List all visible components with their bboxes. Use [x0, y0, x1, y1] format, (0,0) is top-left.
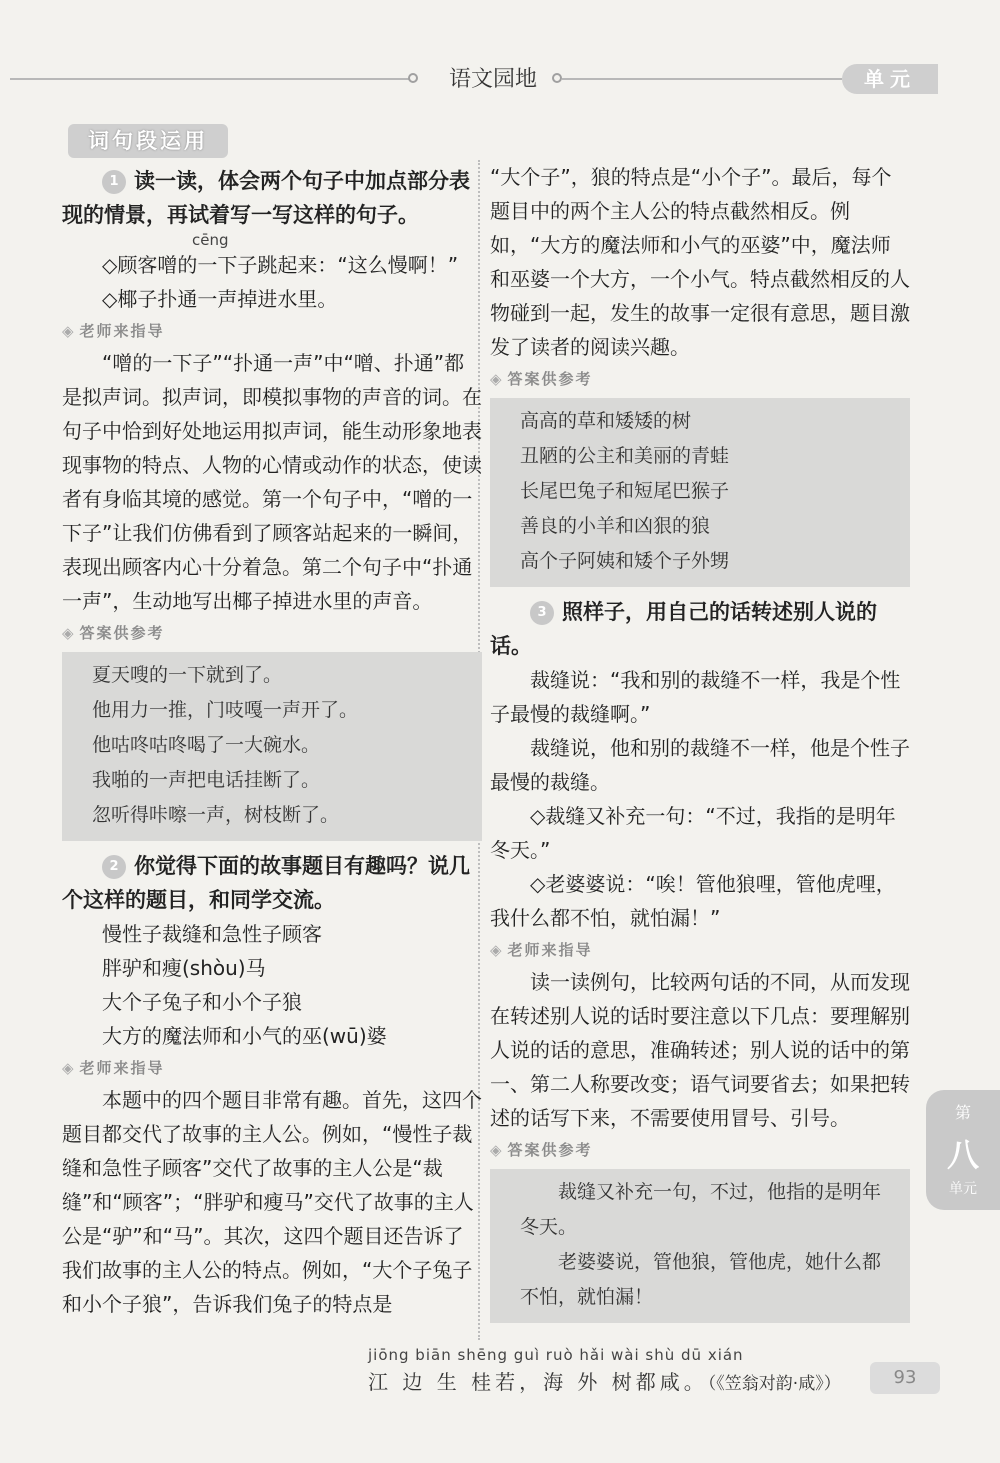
teacher-guide-label: ◈ 老师来指导 — [62, 322, 165, 340]
question-3 — [490, 595, 910, 663]
question-number-icon: 3 — [530, 601, 554, 625]
teacher-guide-label: ◈ 老师来指导 — [62, 1059, 165, 1077]
diamond-icon: ◈ — [490, 370, 504, 388]
header-rule-left — [10, 78, 410, 80]
example-sentence-2: ◇椰子扑通一声掉进水里。 — [102, 287, 338, 311]
answer-label: ◈ 答案供参考 — [490, 1141, 593, 1159]
footer-couplet — [368, 1366, 841, 1395]
answer-box-2 — [490, 398, 910, 587]
side-tab-top: 第 — [954, 1103, 971, 1122]
diamond-icon: ◈ — [490, 1141, 504, 1159]
unit-tab: 单元 — [842, 64, 938, 94]
header-rule-right — [562, 78, 842, 80]
question-1-text: 读一读，体会两个句子中加点部分表现的情景，再试着写一写这样的句子。 — [62, 169, 470, 227]
example-quote: 裁缝说：“我和别的裁缝不一样，我是个性子最慢的裁缝啊。” — [490, 668, 901, 726]
right-column — [490, 160, 910, 1331]
answer-label: ◈ 答案供参考 — [62, 624, 165, 642]
side-tab-number: 八 — [946, 1136, 979, 1174]
story-title: 大个子兔子和小个子狼 — [102, 990, 302, 1014]
example-1-block — [62, 232, 482, 282]
answer-box-3 — [490, 1169, 910, 1323]
teacher-guide-text-3: 读一读例句，比较两句话的不同，从而发现在转述别人说的话时要注意以下几点：要理解别人说的话的意思，准确转述；别人说的话中的第一、第二人称要改变；语气词要省去；如果把转述的话写下来，不需要使用冒号、引号。 — [490, 970, 910, 1130]
diamond-icon: ◈ — [62, 624, 76, 642]
teacher-guide-text-2-continued: “大个子”，狼的特点是“小个子”。最后，每个题目中的两个主人公的特点截然相反。例如，“大方的魔法师和小气的巫婆”中，魔法师和巫婆一个大方，一个小气。特点截然相反的人物碰到一起，发生的故事一定很有意思，题目激发了读者的阅读兴趣。 — [490, 165, 910, 359]
answer-line: 高个子阿姨和矮个子外甥 — [520, 550, 730, 572]
exercise-sentence-2: ◇老婆婆说：“唉！管他狼哩，管他虎哩，我什么都不怕，就怕漏！” — [490, 872, 896, 930]
pinyin-annotation: cēng — [192, 231, 229, 249]
header-ornament-left — [408, 73, 418, 83]
story-title: 胖驴和瘦(shòu)马 — [102, 956, 266, 980]
example-reported: 裁缝说，他和别的裁缝不一样，他是个性子最慢的裁缝。 — [490, 736, 910, 794]
footer-couplet-text: 江 边 生 桂若，海 外 树都咸。 — [368, 1370, 708, 1394]
teacher-guide-text-2: 本题中的四个题目非常有趣。首先，这四个题目都交代了故事的主人公。例如，“慢性子裁缝和急性子顾客”交代了故事的主人公是“裁缝”和“顾客”；“胖驴和瘦马”交代了故事的主人公是“驴”和“马”。其次，这四个题目还告诉了我们故事的主人公的特点。例如，“大个子兔子和小个子狼”，告诉我们兔子的特点是 — [62, 1088, 482, 1316]
question-number-icon: 2 — [102, 855, 126, 879]
answer-line: 他咕咚咕咚喝了一大碗水。 — [92, 734, 321, 756]
question-2 — [62, 849, 482, 917]
answer-line: 善良的小羊和凶狠的狼 — [520, 515, 711, 537]
page-title: 语文园地 — [448, 67, 537, 92]
answer-line: 他用力一推，门吱嘎一声开了。 — [92, 699, 359, 721]
section-banner: 词句段运用 — [68, 124, 228, 158]
exercise-sentence-1: ◇裁缝又补充一句：“不过，我指的是明年冬天。” — [490, 804, 896, 862]
teacher-guide-label: ◈ 老师来指导 — [490, 941, 593, 959]
footer-pinyin: jiōng biān shēng guì ruò hǎi wài shù dū xián — [368, 1346, 744, 1364]
answer-box-1 — [62, 652, 482, 841]
unit-side-tab — [926, 1090, 1000, 1210]
left-column — [62, 160, 482, 1321]
answer-line: 裁缝又补充一句，不过，他指的是明年冬天。 — [520, 1181, 882, 1238]
answer-line: 老婆婆说，管他狼，管他虎，她什么都不怕，就怕漏！ — [520, 1251, 882, 1308]
diamond-icon: ◈ — [62, 322, 76, 340]
story-title: 慢性子裁缝和急性子顾客 — [102, 922, 322, 946]
footer-couplet-source: （《笠翁对韵·咸》） — [707, 1374, 841, 1394]
header-ornament-right — [552, 73, 562, 83]
answer-line: 丑陋的公主和美丽的青蛙 — [520, 445, 730, 467]
answer-line: 高高的草和矮矮的树 — [520, 410, 692, 432]
answer-line: 我啪的一声把电话挂断了。 — [92, 769, 321, 791]
answer-label: ◈ 答案供参考 — [490, 370, 593, 388]
teacher-guide-text-1: “噌的一下子”“扑通一声”中“噌、扑通”都是拟声词。拟声词，即模拟事物的声音的词。在句子中恰到好处地运用拟声词，能生动形象地表现事物的特点、人物的心情或动作的状态，使读者有身临其境的感觉。第一个句子中，“噌的一下子”让我们仿佛看到了顾客站起来的一瞬间，表现出顾客内心十分着急。第二个句子中“扑通一声”，生动地写出椰子掉进水里的声音。 — [62, 351, 482, 613]
story-title: 大方的魔法师和小气的巫(wū)婆 — [102, 1024, 387, 1048]
answer-line: 长尾巴兔子和短尾巴猴子 — [520, 480, 730, 502]
diamond-icon: ◈ — [62, 1059, 76, 1077]
question-number-icon: 1 — [102, 170, 126, 194]
example-sentence-1: ◇顾客噌的一下子跳起来：“这么慢啊！” — [102, 253, 459, 277]
diamond-icon: ◈ — [490, 941, 504, 959]
answer-line: 夏天嗖的一下就到了。 — [92, 664, 283, 686]
page-header — [0, 58, 1000, 98]
page-number: 93 — [870, 1362, 940, 1394]
side-tab-bottom: 单元 — [949, 1181, 977, 1197]
question-1 — [62, 164, 482, 232]
answer-line: 忽听得咔嚓一声，树枝断了。 — [92, 804, 340, 826]
question-2-text: 你觉得下面的故事题目有趣吗？说几个这样的题目，和同学交流。 — [62, 854, 470, 912]
question-3-text: 照样子，用自己的话转述别人说的话。 — [490, 600, 877, 658]
